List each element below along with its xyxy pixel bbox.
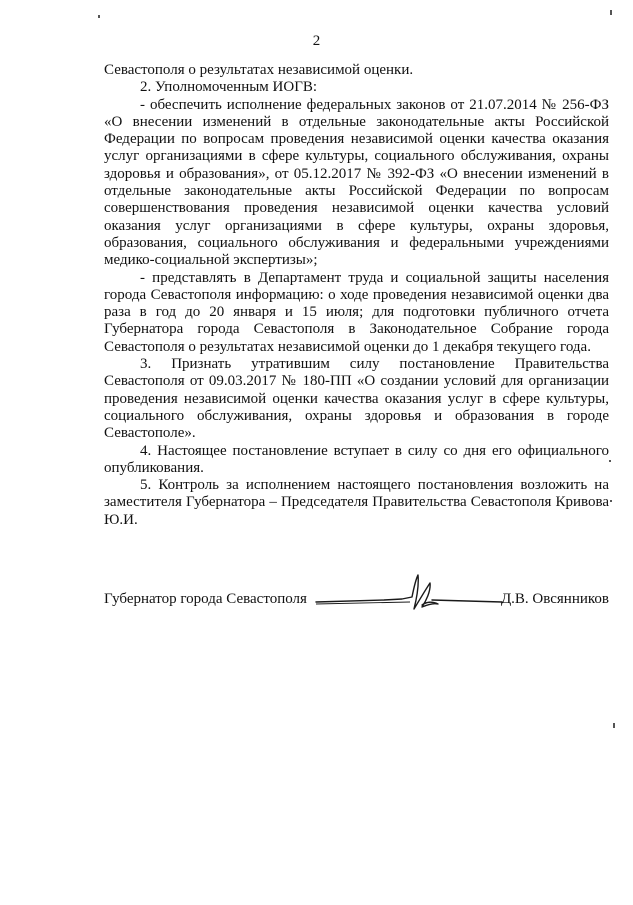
scan-speck [613, 723, 615, 728]
scan-speck [610, 10, 612, 15]
signatory-title: Губернатор города Севастополя [104, 591, 307, 607]
paragraph-reporting: - представлять в Департамент труда и социальной защиты населения города Севастополя информацию: о ходе проведения независимой оценки два раза в год до 20 января и 15 июля; для подготовки публичного отчета Губернатора города Севастополя в Законодательное Собрание города Севастополя о результатах независимой оценки до 1 декабря текущего года. [104, 269, 609, 355]
paragraph-item-4: 4. Настоящее постановление вступает в силу со дня его официального опубликования. [104, 442, 609, 476]
document-body [104, 62, 609, 529]
signatory-name: Д.В. Овсянников [500, 591, 609, 607]
scan-speck [98, 15, 100, 18]
paragraph-item-5: 5. Контроль за исполнением настоящего постановления возложить на заместителя Губернатора – Председателя Правительства Севастополя Кривова Ю.И. [104, 477, 609, 528]
handwritten-signature [314, 569, 504, 619]
paragraph-continuation: Севастополя о результатах независимой оценки. [104, 62, 414, 78]
paragraph-federal-laws: - обеспечить исполнение федеральных законов от 21.07.2014 № 256-ФЗ «О внесении изменений в отдельные законодательные акты Российской Федерации по вопросам проведения независимой оценки качества оказания услуг организациями в сфере культуры, социального обслуживания, охраны здоровья и образования», от 05.12.2017 № 392-ФЗ «О внесении изменений в отдельные законодательные акты Российской Федерации по вопросам совершенствования проведения независимой оценки качества условий оказания услуг организациями в сфере культуры, охраны здоровья, образования, социального обслуживания и федеральными учреждениями медико-социальной экспертизы»; [104, 96, 609, 269]
scan-speck [610, 500, 612, 502]
paragraph-item-3: 3. Признать утратившим силу постановление Правительства Севастополя от 09.03.2017 № 180-ПП «О создании условий для организации проведения независимой оценки качества оказания услуг в сфере культуры, социального обслуживания, охраны здоровья и образования в городе Севастополе». [104, 356, 609, 442]
page-number: 2 [312, 33, 321, 49]
paragraph-item-2: 2. Уполномоченным ИОГВ: [140, 79, 318, 96]
signature-block [104, 591, 609, 611]
scan-speck [609, 460, 611, 462]
